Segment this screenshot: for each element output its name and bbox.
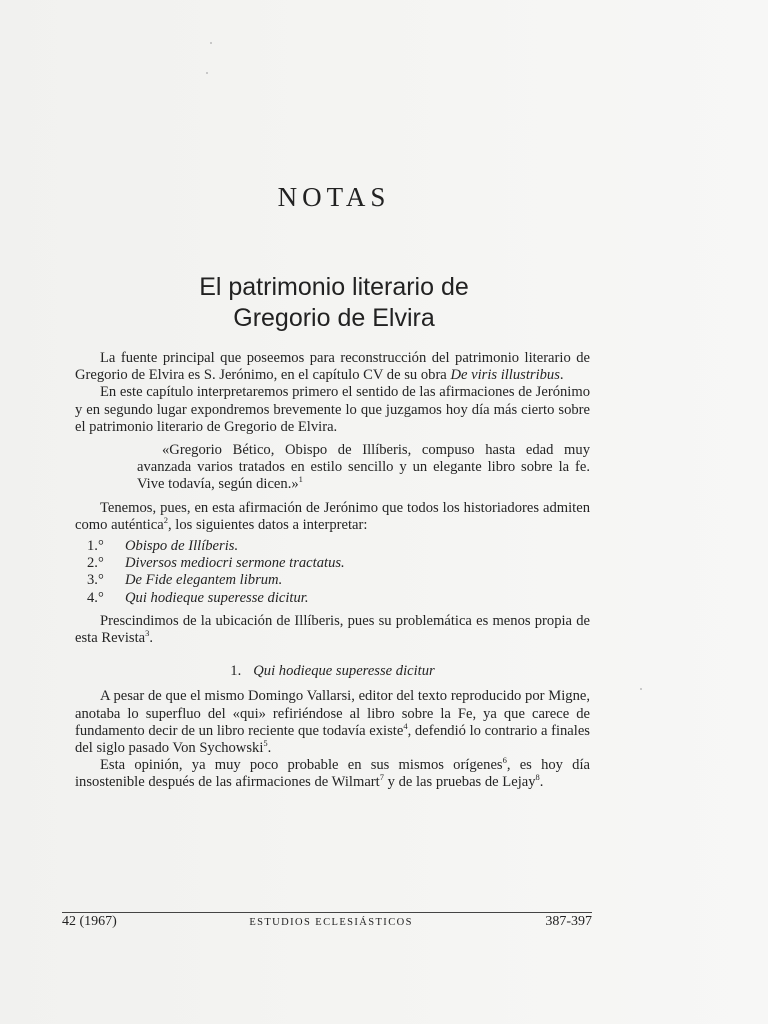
footnote-ref: 4 <box>403 721 408 731</box>
work-title: De viris illustribus <box>450 367 560 384</box>
footnote-ref: 8 <box>535 772 540 783</box>
article-body <box>75 350 590 792</box>
footnote-ref: 1 <box>298 474 303 485</box>
footnote-ref: 6 <box>502 755 507 766</box>
footer-pages: 387-397 <box>545 914 592 929</box>
list-item: 1.° Obispo de Illíberis. <box>87 538 239 555</box>
footer-volume: 42 (1967) <box>62 914 117 929</box>
paragraph-location: Prescindimos de la ubicación de Illíberis, pues su problemática es menos propia de esta Revista$^3$. <box>75 612 590 647</box>
list-item: 4.° Qui hodieque superesse dicitur. <box>87 589 309 606</box>
paragraph-plan: En este capítulo interpretaremos primero el sentido de las afirmaciones de Jerónimo y en segundo lugar expondremos brevemente lo que juzgamos hoy día más cierto sobre el patrimonio literario de Gregorio de Elvira. <box>75 384 590 435</box>
section-title: NOTAS <box>277 182 391 212</box>
data-list <box>87 538 590 607</box>
paragraph-opinion: Esta opinión, ya muy poco probable en sus mismos orígenes$^6$, es hoy día insostenible después de las afirmaciones de Wilmart$^7$ y de las pruebas de Lejay$^8$. <box>75 755 590 791</box>
block-quote: «Gregorio Bético, Obispo de Illíberis, compuso hasta edad muy avanzada varios tratados en estilo sencillo y un elegante libro sobre la fe. Vive todavía, según dicen.»$^1$ <box>137 442 590 493</box>
subsection-heading: 1. Qui hodieque superesse dicitur <box>230 663 435 680</box>
footnote-ref: 5 <box>263 738 268 749</box>
footer-journal: ESTUDIOS ECLESIÁSTICOS <box>249 917 413 928</box>
list-item: 2.° Diversos mediocri sermone tractatus. <box>87 555 345 572</box>
paragraph-data: Tenemos, pues, en esta afirmación de Jerónimo que todos los historiadores admiten como auténtica$^2$, los siguientes datos a interpretar: <box>75 499 590 533</box>
article-title-line-2: Gregorio de Elvira <box>233 304 435 332</box>
scan-speck <box>206 72 208 74</box>
article-title-line-1: El patrimonio literario de <box>199 273 469 301</box>
footnote-ref: 2 <box>163 514 168 525</box>
paragraph-vallarsi: A pesar de que el mismo Domingo Vallarsi, editor del texto reproducido por Migne, anotaba lo superfluo del «qui» refiriéndose al libro sobre la Fe, ya que carece de fundamento decir de un libro reciente que todavía existe$^4$, defendió lo contrario a finales del siglo pasado Von Sychowski$^5$. <box>75 688 590 757</box>
paragraph-intro: La fuente principal que poseemos para reconstrucción del patrimonio literario de Gregorio de Elvira es S. Jerónimo, en el capítulo CV de su obra De viris illustribus. <box>75 350 590 384</box>
footnote-ref: 7 <box>379 772 384 783</box>
article-title <box>0 272 668 334</box>
footnote-ref: 3 <box>145 628 150 639</box>
scan-speck <box>640 688 642 690</box>
page-footer <box>62 912 592 930</box>
list-item: 3.° De Fide elegantem librum. <box>87 572 283 589</box>
scan-speck <box>210 42 212 44</box>
